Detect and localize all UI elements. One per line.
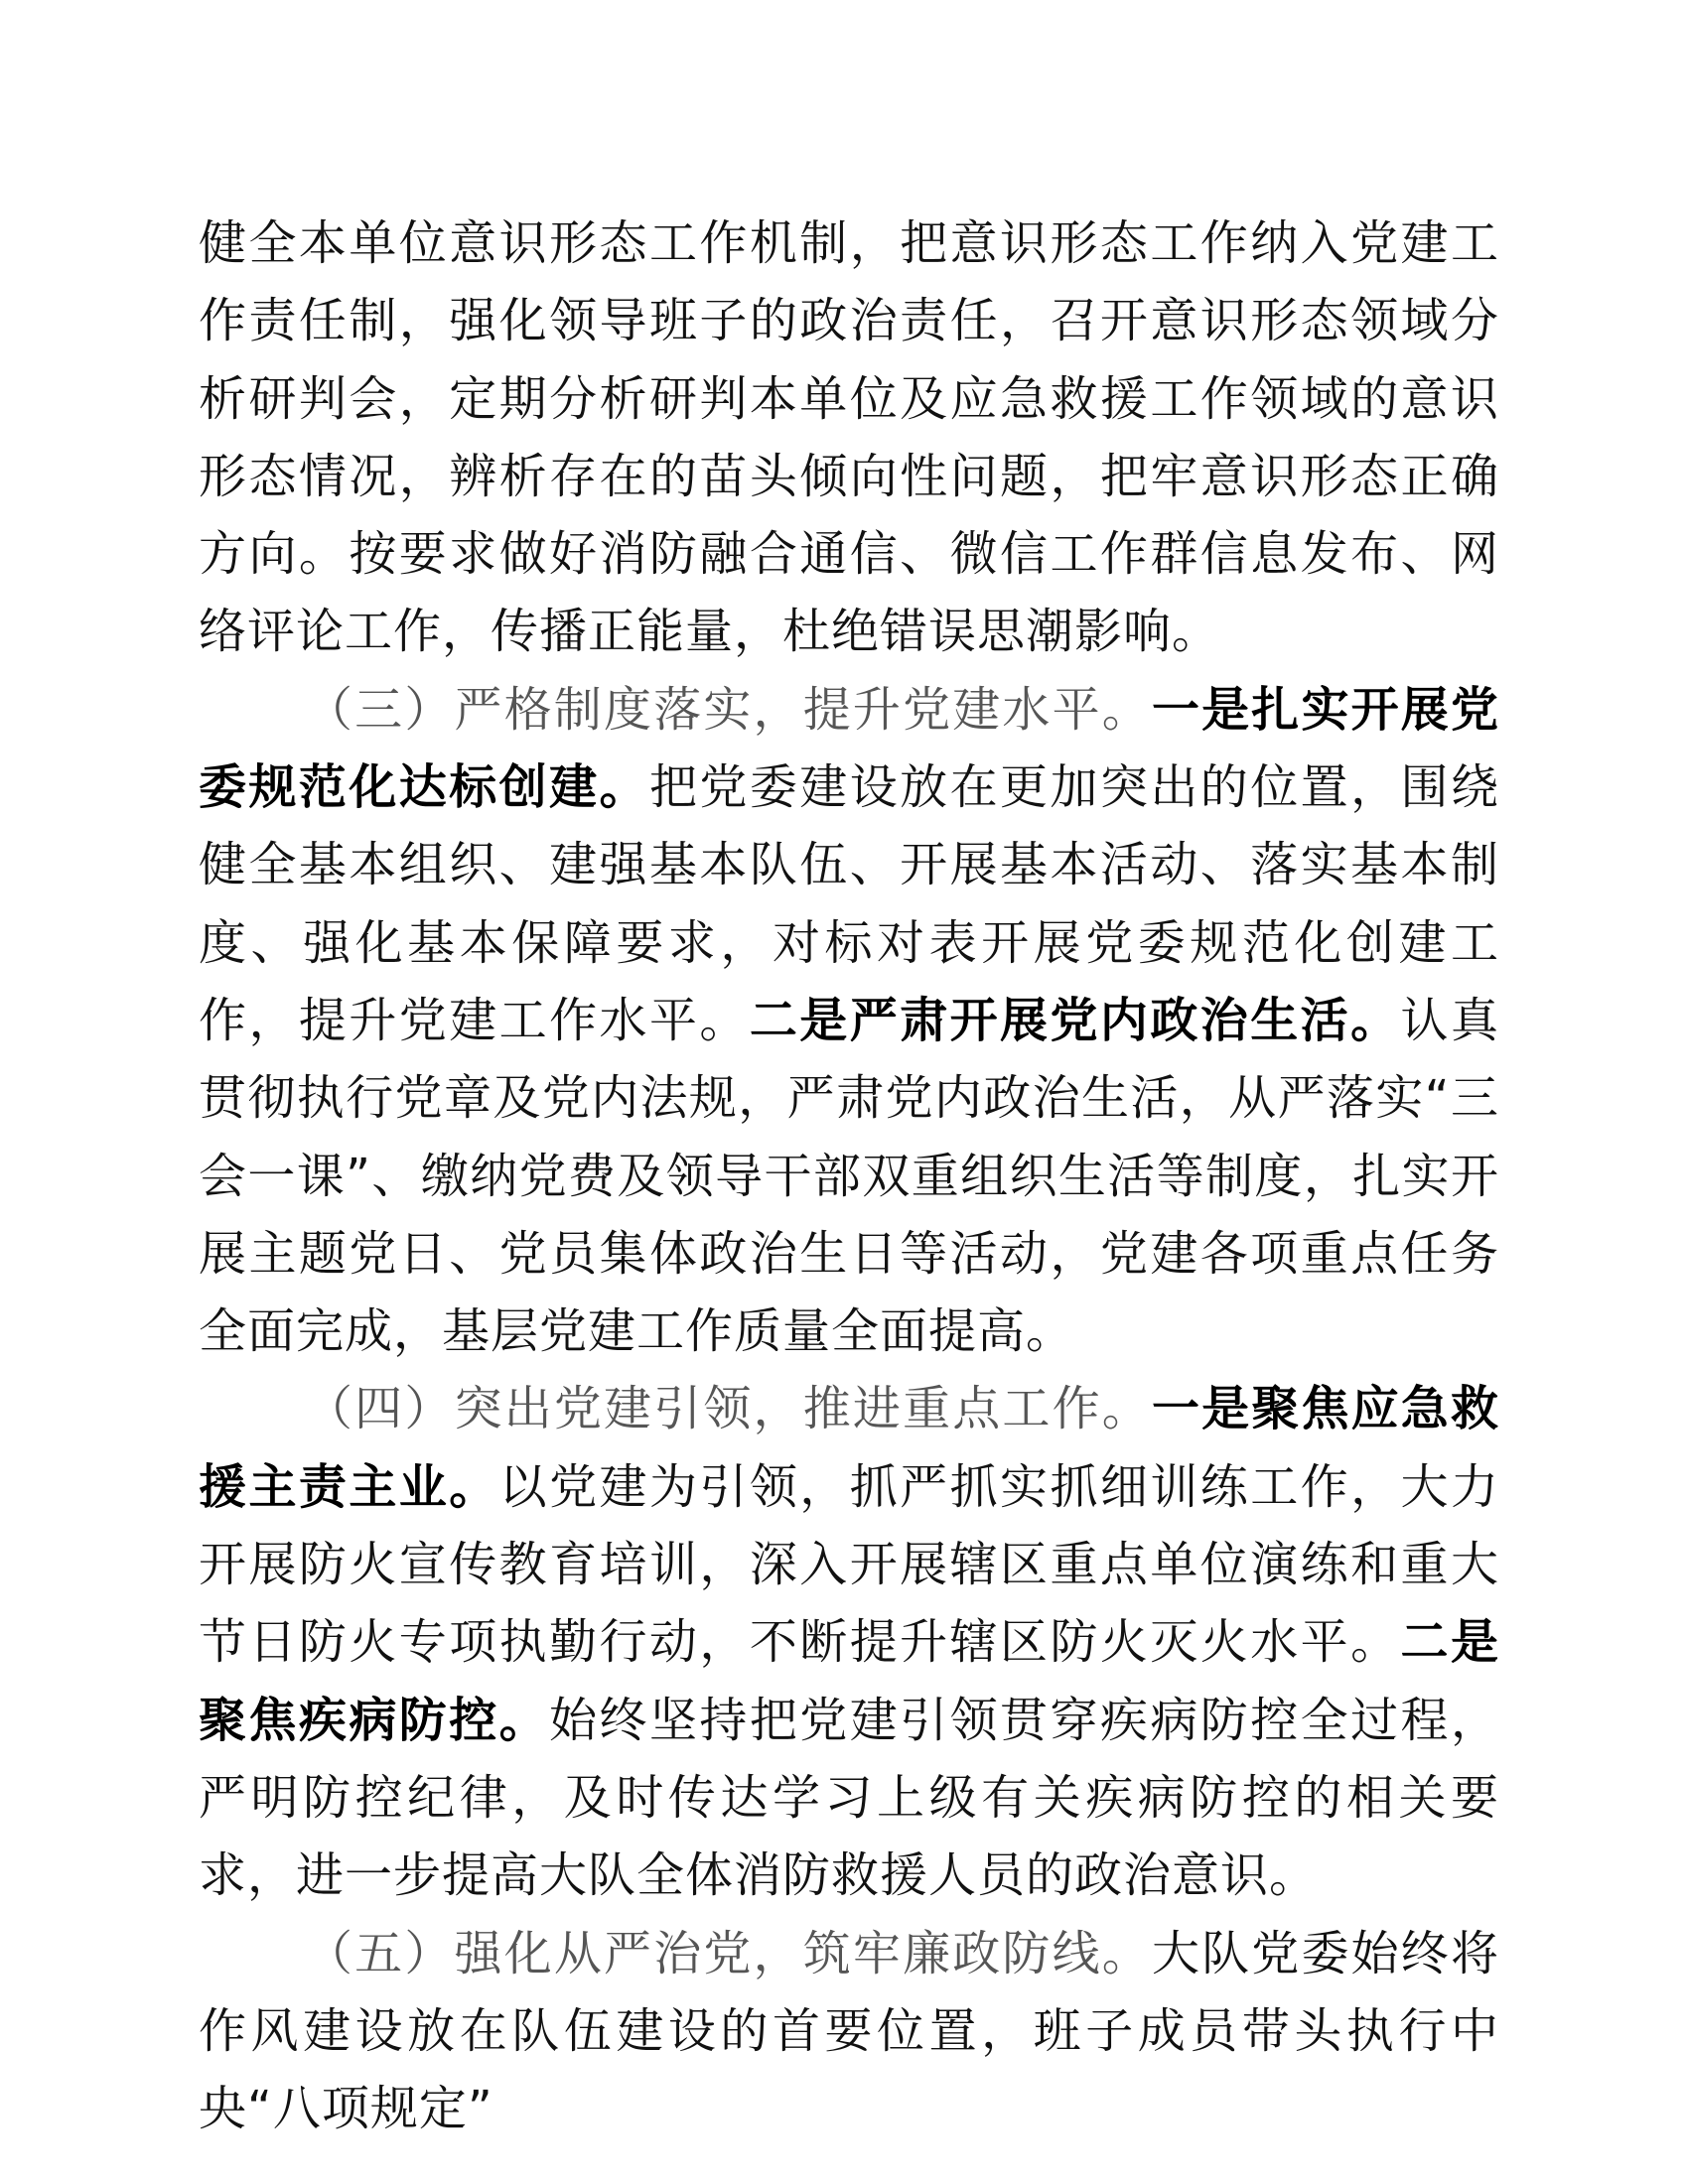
bold-point: 二是聚焦疾病防控。 <box>199 1614 1499 1748</box>
document-body <box>199 205 1499 2147</box>
paragraph-text: 始终坚持把党建引领贯穿疾病防控全过程，严明防控纪律，及时传达学习上级有关疾病防控的相关要求，进一步提高大队全体消防救援人员的政治意识。 <box>199 1692 1499 1904</box>
section-heading: （四）突出党建引领，推进重点工作。 <box>305 1381 1152 1437</box>
bold-point: 一是聚焦应急救援主责主业。 <box>199 1381 1499 1515</box>
paragraph-text: 认真贯彻执行党章及党内法规，严肃党内政治生活，从严落实“三会一课”、缴纳党费及领导干部双重组织生活等制度，扎实开展主题党日、党员集体政治生日等活动，党建各项重点任务全面完成，基层党建工作质量全面提高。 <box>199 992 1499 1360</box>
section-heading: （五）强化从严治党，筑牢廉政防线。 <box>305 1925 1152 1981</box>
paragraph-section-three <box>199 671 1499 1371</box>
bold-point: 二是严肃开展党内政治生活。 <box>749 992 1401 1048</box>
section-heading: （三）严格制度落实，提升党建水平。 <box>305 681 1152 738</box>
paragraph-text: 以党建为引领，抓严抓实抓细训练工作，大力开展防火宣传教育培训，深入开展辖区重点单位演练和重大节日防火专项执勤行动，不断提升辖区防火灭火水平。 <box>199 1458 1499 1671</box>
paragraph-ideology-mechanism <box>199 205 1499 671</box>
bold-point: 一是扎实开展党委规范化达标创建。 <box>199 681 1499 816</box>
paragraph-text: 把党委建设放在更加突出的位置，围绕健全基本组织、建强基本队伍、开展基本活动、落实基本制度、强化基本保障要求，对标对表开展党委规范化创建工作，提升党建工作水平。 <box>199 759 1499 1048</box>
paragraph-text: 大队党委始终将作风建设放在队伍建设的首要位置，班子成员带头执行中央“八项规定” <box>199 1925 1499 2137</box>
paragraph-section-five <box>199 1915 1499 2148</box>
paragraph-section-four <box>199 1370 1499 1914</box>
paragraph-text: 健全本单位意识形态工作机制，把意识形态工作纳入党建工作责任制，强化领导班子的政治责任，召开意识形态领域分析研判会，定期分析研判本单位及应急救援工作领域的意识形态情况，辨析存在的苗头倾向性问题，把牢意识形态正确方向。按要求做好消防融合通信、微信工作群信息发布、网络评论工作，传播正能量，杜绝错误思潮影响。 <box>199 215 1499 660</box>
